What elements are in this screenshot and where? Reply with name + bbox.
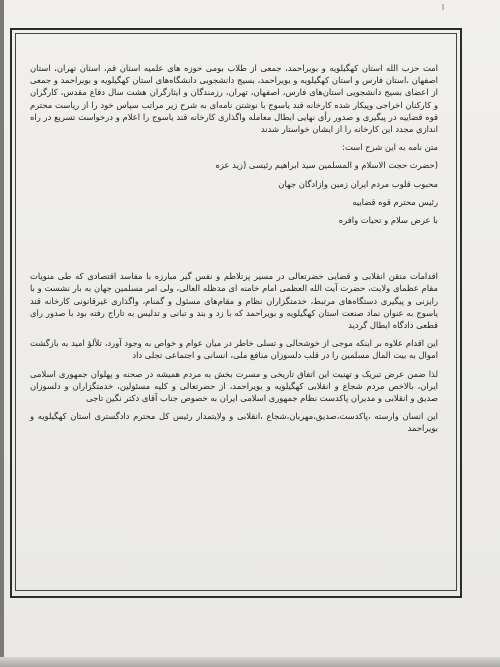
letter-body [30, 62, 438, 542]
salutation-line-4: با عرض سلام و تحیات وافره [338, 215, 438, 226]
paragraph-4: این انسان وارسته ،پاکدست،صدیق،مهربان،شجاع ،انقلابی و ولایتمدار رئیس کل محترم دادگستری استان کهگیلویه و بویراحمد [30, 411, 438, 434]
page-mark [442, 4, 444, 10]
paragraph-3: لذا ضمن عرض تبریک و تهنیت این اتفاق تاریخی و مسرت بخش به مردم همیشه در صحنه و پهلوان جمهوری اسلامی ایران، بالاخص مردم شجاع و انقلابی کهگیلویه و بویراحمد، از حضرتعالی و کلیه مسئولین، خدمتگزاران و دلسوزان صدیق و انقلابی و مدیران پاکدست نظام جمهوری اسلامی ایران به خصوص جناب آقای دکتر نگین تاجی [30, 368, 438, 404]
letter-lead: متن نامه به این شرح است: [342, 142, 438, 153]
page-edge-shadow [0, 0, 4, 667]
letter-intro: امت حزب الله استان کهگیلویه و بویراحمد، جمعی از طلاب بومی حوزه های علمیه استان قم، استان تهران، استان اصفهان ،استان فارس و استان کهگیلویه و بویراحمد، بسیج دانشجویی دانشگاه‌های استان کهگیلویه و بویراحمد و جمعی از اعضای بسیج دانشجویی استان‌های فارس، اصفهان، تهران، رزمندگان و ایثارگران هشت سال دفاع مقدس، کارگران و کارکنان اخراجی وپیکار شده کارخانه قند یاسوج با نوشتن نامه‌ای به شرح زیر مراتب سپاس خود را از ریاست محترم قوه قضاییه در پیگیری و صدور رأی نهایی ابطال معامله واگذاری کارخانه قند یاسوج را اعلام و درخواست تسریع در راه اندازی مجدد این کارخانه را از ایشان خواستار شدند [30, 63, 438, 135]
paragraph-1: اقدامات متقن انقلابی و قضایی حضرتعالی در مسیر پرتلاطم و نفس گیر مبارزه با مفاسد اقتصادی که طی منویات مقام عظمای ولایت، حضرت آیت الله العظمی امام خامنه ای مدظله العالی، ولی امر مسلمین جهان به بار نشست و با رایزنی و پیگیری دستگاه‌های مرتبط، خدمتگزاران نظام و مقام‌های مسئول و گمنام، واگذاری غیرقانونی کارخانه قند یاسوج به عنوان نماد صنعت استان کهگیلویه و بویراحمد که با زد و بند و تبانی و تدلیس به تاراج رفته بود با صدور رای قطعی دادگاه ابطال گردید [30, 271, 438, 331]
paragraph-2: این اقدام علاوه بر اینکه موجی از خوشحالی و تسلی خاطر در میان عوام و خواص به وجود آورد، تلألؤ امید به بازگشت اموال به بیت المال مسلمین را در قلب دلسوزان منافع ملی، انسانی و اجتماعی تجلی داد [30, 338, 438, 361]
salutation-line-1: (حضرت حجت الاسلام و المسلمین سید ابراهیم رئیسی (زید عزه [215, 160, 438, 171]
page-bottom-shadow [0, 657, 500, 667]
salutation-line-2: محبوب قلوب مردم ایران زمین وازادگان جهان [278, 178, 438, 189]
salutation-line-3: رئیس محترم قوه قضاییه [352, 196, 438, 207]
